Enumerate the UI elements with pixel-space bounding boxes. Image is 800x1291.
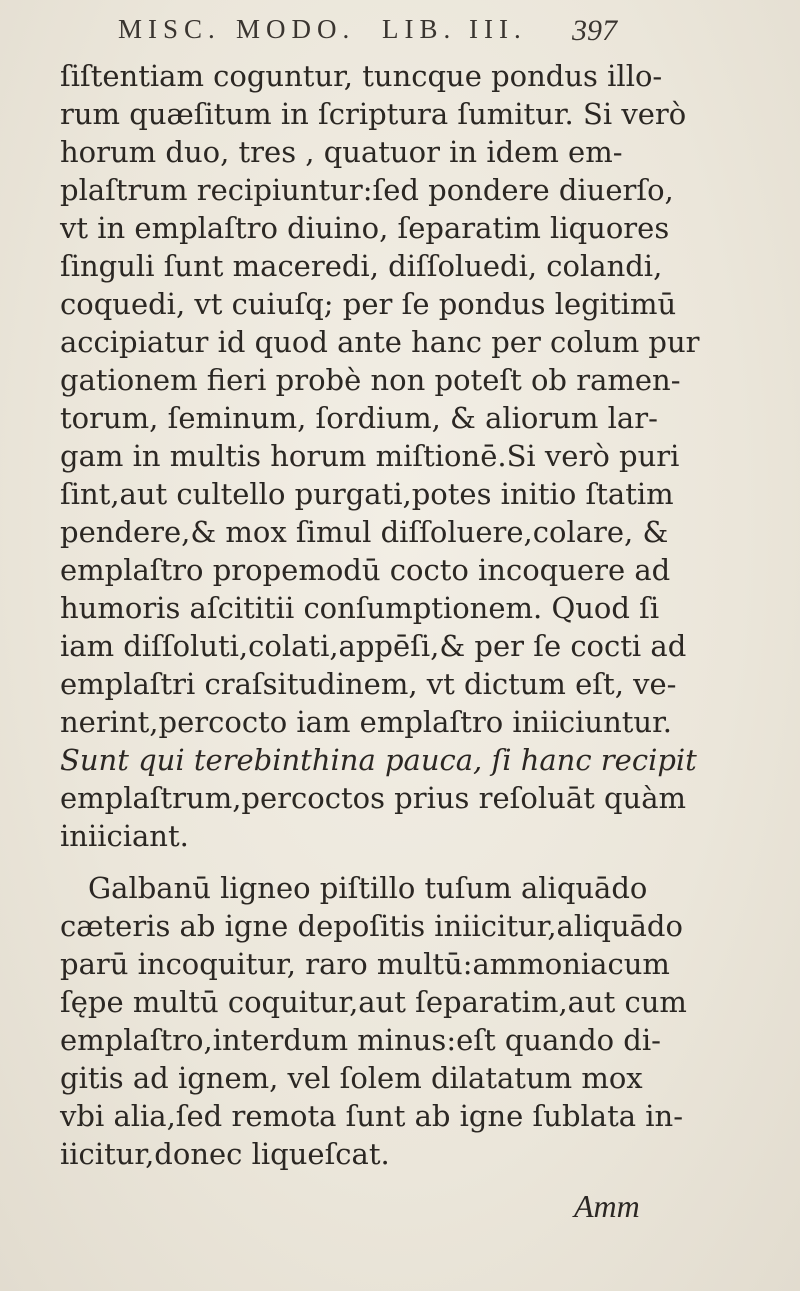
text-line: parū incoquitur, raro multū:ammoniacum: [60, 947, 670, 981]
text-line: gationem fieri probè non poteſt ob ramen-: [60, 363, 681, 397]
text-line: ſinguli ſunt maceredi, diſſoluedi, colandi,: [60, 249, 663, 283]
text-line: emplaſtro propemodū cocto incoquere ad: [60, 553, 671, 587]
text-line: plaſtrum recipiuntur:ſed pondere diuerſo,: [60, 173, 674, 207]
text-line: accipiatur id quod ante hanc per colum pur: [60, 325, 700, 359]
text-line: Galbanū ligneo piſtillo tuſum aliquādo: [88, 871, 648, 905]
catchword: Amm: [574, 1188, 640, 1224]
text-line: nerint,percocto iam emplaſtro iniiciuntur.: [60, 705, 672, 739]
running-head: [118, 14, 638, 54]
text-line: ſint,aut cultello purgati,potes initio ſtatim: [60, 477, 674, 511]
text-line: cæteris ab igne depoſitis iniicitur,aliquādo: [60, 909, 683, 943]
text-line: gitis ad ignem, vel ſolem dilatatum mox: [60, 1061, 643, 1095]
text-line: torum, ſeminum, ſordium, & aliorum lar-: [60, 401, 658, 435]
running-head-misc: MISC.: [118, 14, 221, 44]
text-line: humoris aſcititii conſumptionem. Quod ſi: [60, 591, 660, 625]
running-head-modo: MODO.: [236, 14, 356, 44]
text-line: iam diſſoluti,colati,appēſi,& per ſe cocti ad: [60, 629, 687, 663]
text-line: horum duo, tres , quatuor in idem em-: [60, 135, 623, 169]
text-line: vbi alia,ſed remota ſunt ab igne ſublata in-: [60, 1099, 683, 1133]
page-number: 397: [572, 14, 617, 47]
text-line: emplaſtro,interdum minus:eſt quando di-: [60, 1023, 661, 1057]
text-line: iicitur,donec liqueſcat.: [60, 1137, 390, 1171]
text-line: rum quæſitum in ſcriptura ſumitur. Si verò: [60, 97, 687, 131]
text-line: emplaſtri craſsitudinem, vt dictum eſt, ve-: [60, 667, 677, 701]
text-line: gam in multis horum miſtionē.Si verò puri: [60, 439, 680, 473]
text-line: iniiciant.: [60, 819, 189, 853]
running-head-lib: LIB. III.: [382, 14, 527, 44]
text-line: ſępe multū coquitur,aut ſeparatim,aut cum: [60, 985, 687, 1019]
text-line: coquedi, vt cuiuſq; per ſe pondus legitimū: [60, 287, 677, 321]
text-line: ſiſtentiam coguntur, tuncque pondus illo-: [60, 59, 663, 93]
text-line: pendere,& mox ſimul diſſoluere,colare, &: [60, 515, 669, 549]
text-line: vt in emplaſtro diuino, ſeparatim liquores: [60, 211, 670, 245]
text-line: Sunt qui terebinthina pauca, ſi hanc recipit: [60, 743, 697, 777]
text-line: emplaſtrum,percoctos prius reſoluāt quàm: [60, 781, 687, 815]
